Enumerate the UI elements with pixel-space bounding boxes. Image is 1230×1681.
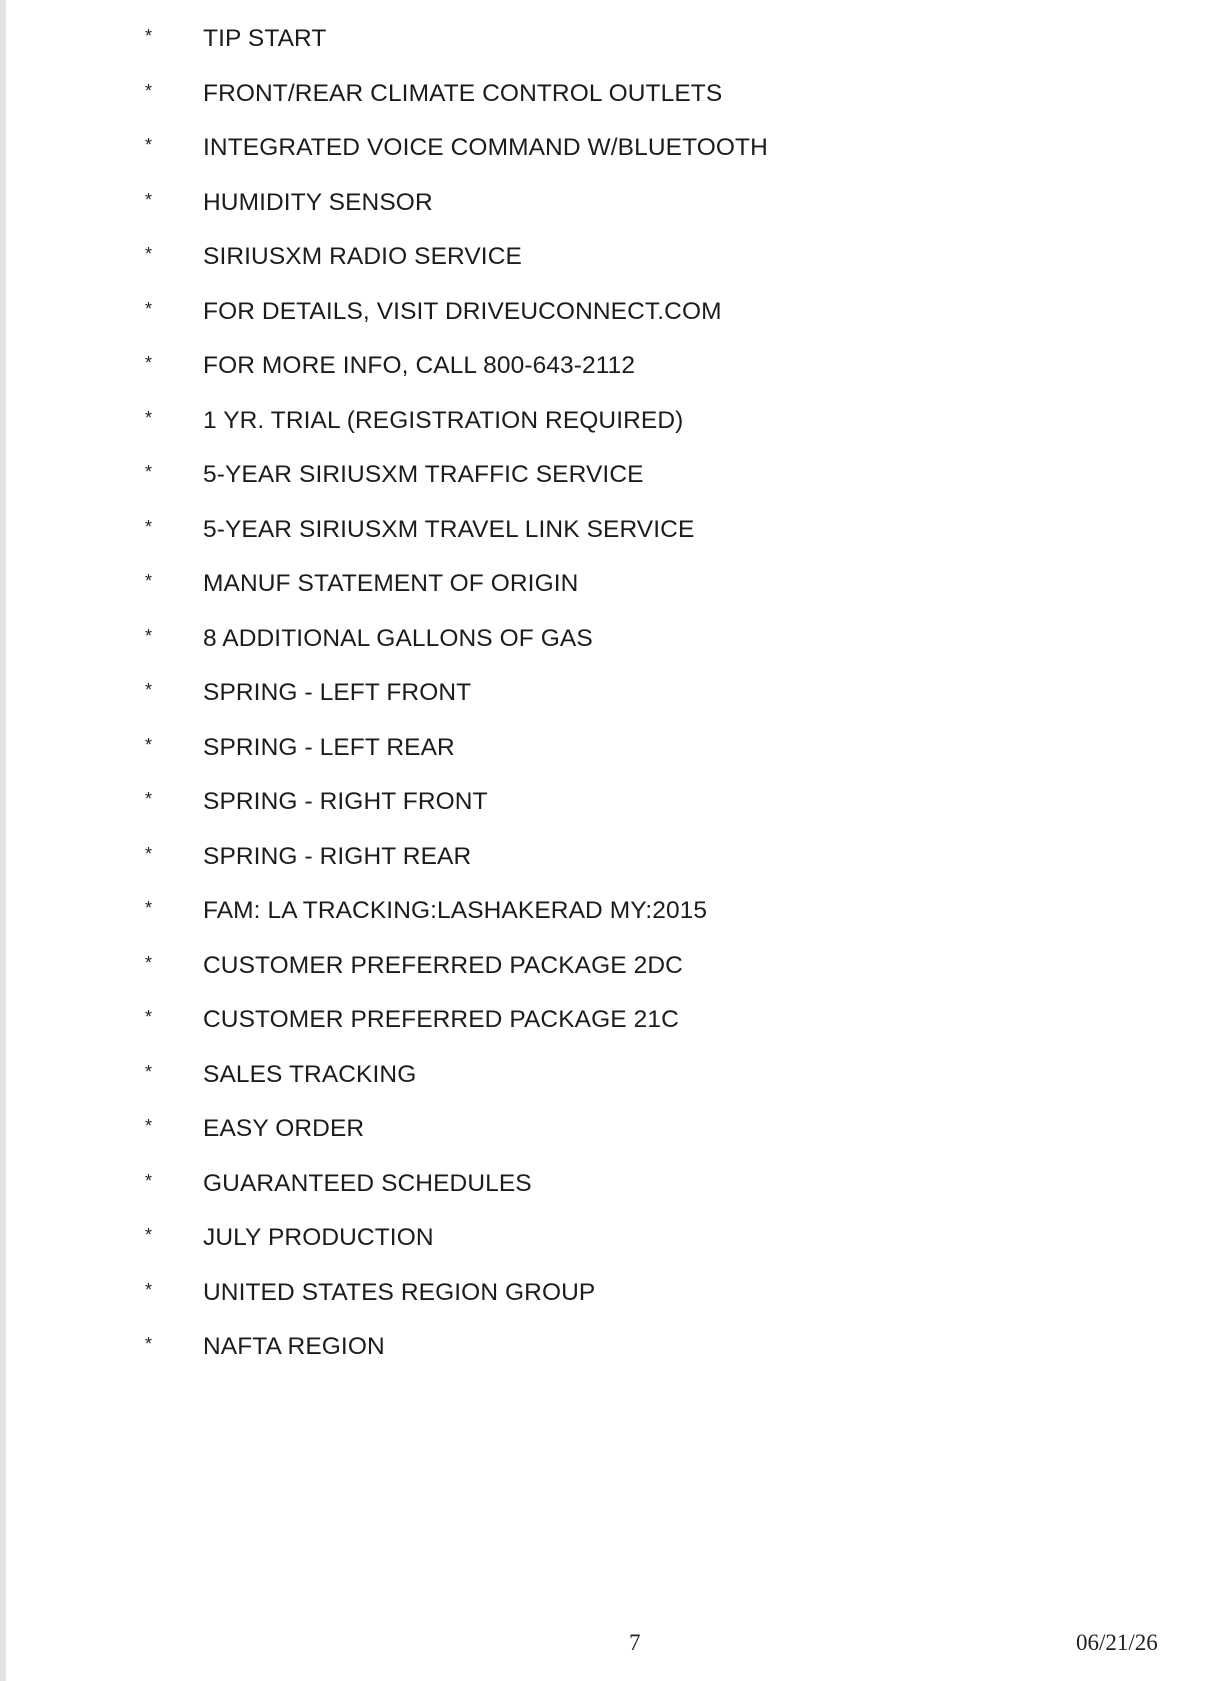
list-item (0, 292, 1230, 347)
bullet-marker: * (145, 1007, 153, 1027)
bullet-marker: * (145, 298, 153, 319)
list-item (0, 619, 1230, 674)
bullet-marker: * (145, 244, 153, 264)
bullet-marker: * (145, 843, 153, 864)
option-text: MANUF STATEMENT OF ORIGIN (203, 570, 579, 597)
list-item (0, 1273, 1230, 1328)
list-item (0, 128, 1230, 183)
list-item (0, 1109, 1230, 1164)
bullet-marker: * (145, 952, 153, 973)
list-item (0, 673, 1230, 728)
option-text: CUSTOMER PREFERRED PACKAGE 21C (203, 1006, 679, 1033)
bullet-marker: * (145, 680, 153, 700)
option-text: 8 ADDITIONAL GALLONS OF GAS (203, 624, 593, 652)
bullet-marker: * (145, 898, 153, 918)
option-text: SPRING - LEFT FRONT (203, 679, 472, 706)
list-item (0, 346, 1230, 401)
bullet-marker: * (145, 80, 153, 101)
option-text: HUMIDITY SENSOR (203, 188, 433, 216)
bullet-marker: * (145, 1170, 153, 1191)
option-text: 1 YR. TRIAL (REGISTRATION REQUIRED) (203, 406, 684, 434)
option-text: FOR MORE INFO, CALL 800-643-2112 (203, 352, 636, 379)
list-item (0, 401, 1230, 456)
option-text: CUSTOMER PREFERRED PACKAGE 2DC (203, 951, 683, 979)
option-text: FAM: LA TRACKING:LASHAKERAD MY:2015 (203, 897, 708, 924)
bullet-marker: * (145, 734, 153, 755)
bullet-marker: * (145, 1061, 153, 1082)
bullet-marker: * (145, 1334, 153, 1354)
option-text: NAFTA REGION (203, 1333, 385, 1360)
option-text: SPRING - LEFT REAR (203, 733, 455, 761)
option-text: GUARANTEED SCHEDULES (203, 1169, 532, 1197)
list-item (0, 782, 1230, 837)
option-text: FOR DETAILS, VISIT DRIVEUCONNECT.COM (203, 297, 722, 325)
list-item (0, 946, 1230, 1001)
option-text: SIRIUSXM RADIO SERVICE (203, 243, 522, 270)
list-item (0, 455, 1230, 510)
option-text: SPRING - RIGHT FRONT (203, 788, 488, 815)
list-item (0, 510, 1230, 565)
bullet-marker: * (145, 462, 153, 482)
bullet-marker: * (145, 135, 153, 155)
bullet-marker: * (145, 625, 153, 646)
bullet-marker: * (145, 189, 153, 210)
list-item (0, 1218, 1230, 1273)
list-item (0, 728, 1230, 783)
list-item (0, 237, 1230, 292)
list-item (0, 564, 1230, 619)
option-text: 5-YEAR SIRIUSXM TRAFFIC SERVICE (203, 461, 644, 488)
bullet-marker: * (145, 571, 153, 591)
list-item (0, 74, 1230, 129)
bullet-marker: * (145, 789, 153, 809)
list-item (0, 1000, 1230, 1055)
page-number: 7 (629, 1630, 641, 1655)
list-item (0, 19, 1230, 74)
option-text: 5-YEAR SIRIUSXM TRAVEL LINK SERVICE (203, 515, 695, 543)
bullet-marker: * (145, 516, 153, 537)
bullet-marker: * (145, 353, 153, 373)
bullet-marker: * (145, 407, 153, 428)
bullet-marker: * (145, 1279, 153, 1300)
vehicle-options-list (0, 19, 1230, 1382)
option-text: TIP START (203, 25, 327, 52)
list-item (0, 837, 1230, 892)
print-date: 06/21/26 (1076, 1630, 1158, 1655)
list-item (0, 1164, 1230, 1219)
option-text: JULY PRODUCTION (203, 1224, 434, 1251)
option-text: INTEGRATED VOICE COMMAND W/BLUETOOTH (203, 134, 768, 161)
bullet-marker: * (145, 1116, 153, 1136)
list-item (0, 1327, 1230, 1382)
bullet-marker: * (145, 26, 153, 46)
option-text: SALES TRACKING (203, 1060, 417, 1088)
option-text: UNITED STATES REGION GROUP (203, 1278, 596, 1306)
option-text: FRONT/REAR CLIMATE CONTROL OUTLETS (203, 79, 723, 107)
list-item (0, 891, 1230, 946)
bullet-marker: * (145, 1225, 153, 1245)
list-item (0, 1055, 1230, 1110)
list-item (0, 183, 1230, 238)
option-text: EASY ORDER (203, 1115, 365, 1142)
option-text: SPRING - RIGHT REAR (203, 842, 472, 870)
